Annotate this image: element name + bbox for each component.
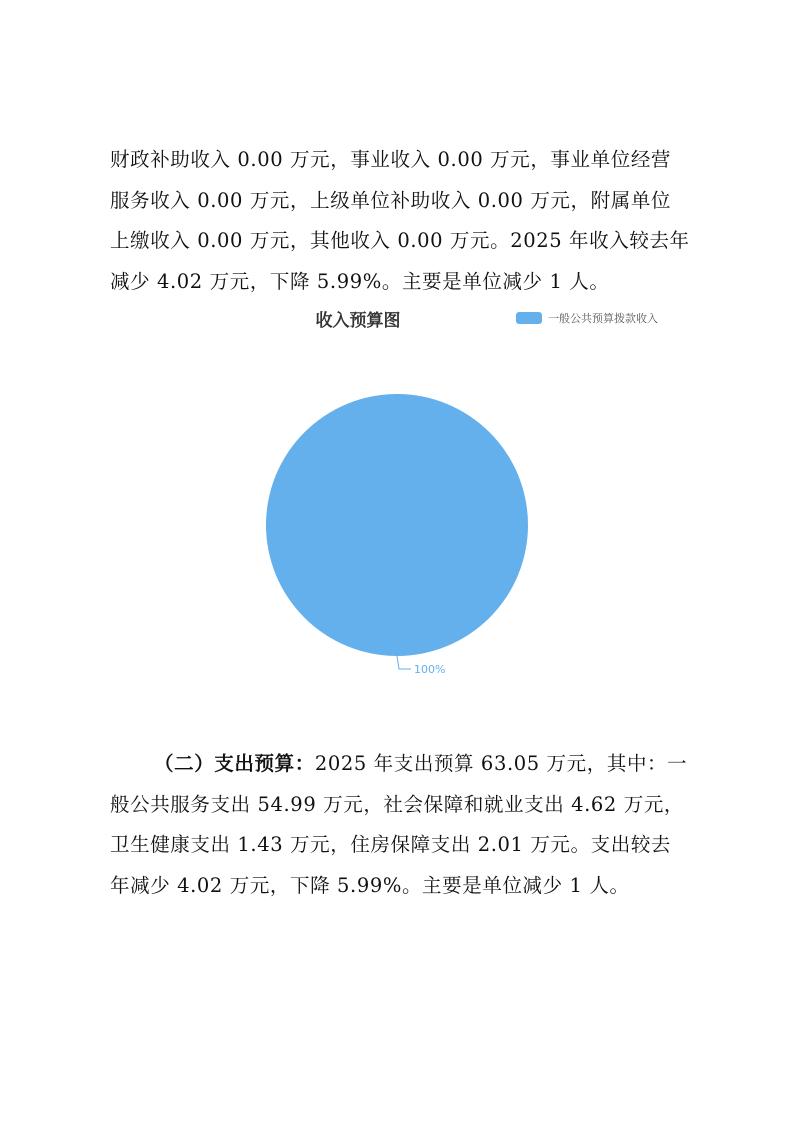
pie-slices: [266, 394, 528, 676]
income-line-4: 减少 4.02 万元，下降 5.99%。主要是单位减少 1 人。: [110, 269, 610, 293]
expense-line-1: [110, 744, 690, 785]
chart-title: 收入预算图: [315, 311, 401, 331]
income-line-1: 财政补助收入 0.00 万元，事业收入 0.00 万元，事业单位经营: [110, 148, 672, 171]
slice-label: 100%: [414, 663, 446, 676]
chart-legend: [516, 311, 658, 325]
income-line-3: 上缴收入 0.00 万元，其他收入 0.00 万元。2025 年收入较去年: [110, 229, 690, 252]
legend-swatch: [516, 312, 542, 324]
expense-heading: （二）支出预算：: [154, 752, 315, 775]
legend-label: 一般公共预算拨款收入: [548, 312, 658, 325]
expense-line-2: 般公共服务支出 54.99 万元，社会保障和就业支出 4.62 万元，: [110, 792, 685, 816]
expense-line-1-text: 2025 年支出预算 63.05 万元，其中：一: [314, 752, 688, 775]
expense-paragraph: [110, 744, 690, 906]
pie-slice: [266, 394, 528, 656]
income-line-2: 服务收入 0.00 万元，上级单位补助收入 0.00 万元，附属单位: [110, 188, 672, 212]
slice-leader-line: [397, 656, 411, 669]
income-paragraph: [110, 140, 690, 302]
income-pie-chart: [240, 300, 680, 700]
expense-line-3: 卫生健康支出 1.43 万元，住房保障支出 2.01 万元。支出较去: [110, 833, 672, 856]
expense-line-4: 年减少 4.02 万元，下降 5.99%。主要是单位减少 1 人。: [110, 873, 630, 897]
